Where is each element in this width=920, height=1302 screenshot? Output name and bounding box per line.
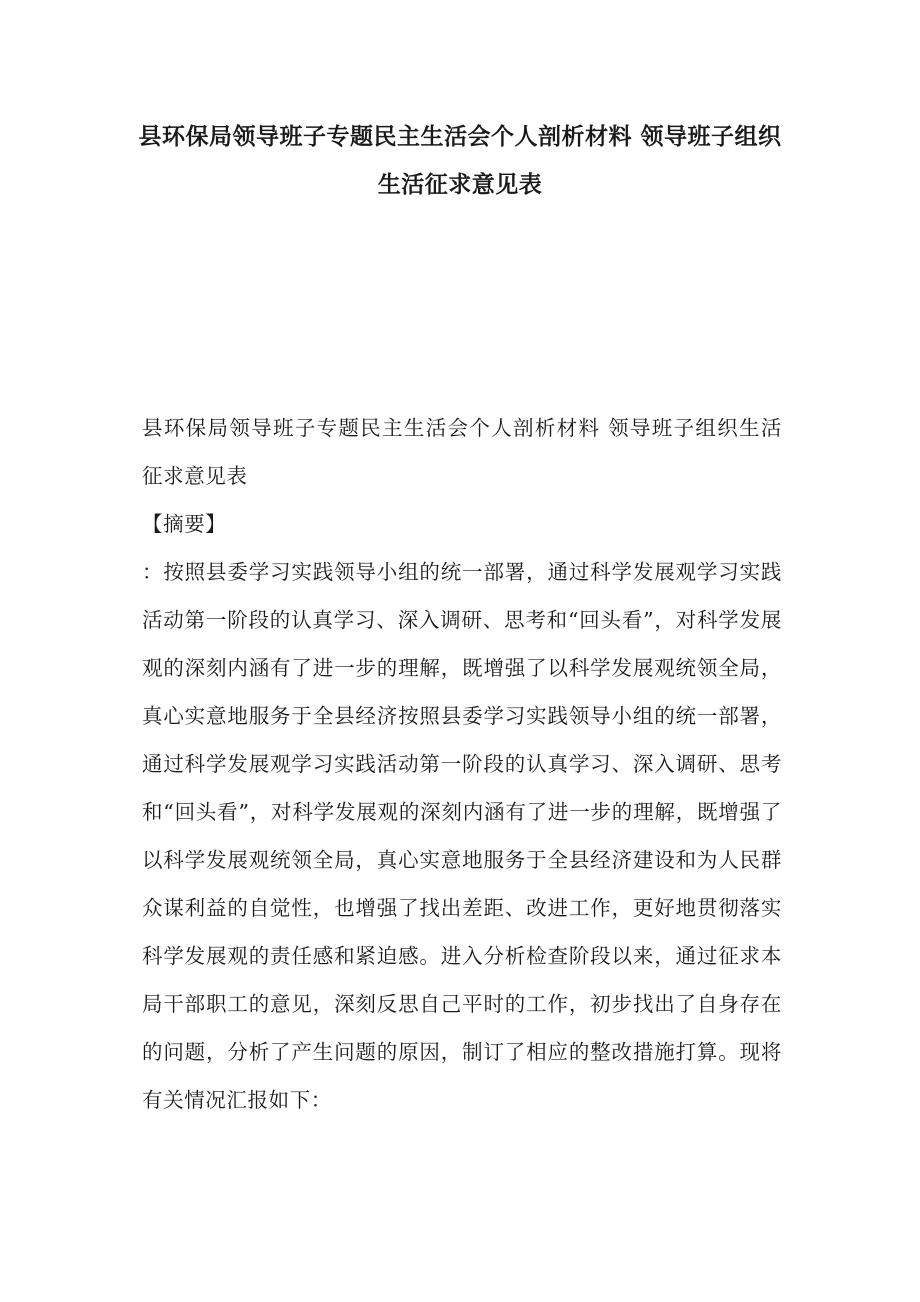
document-title: 县环保局领导班子专题民主生活会个人剖析材料 领导班子组织生活征求意见表 (138, 124, 782, 198)
document-body (142, 404, 782, 1124)
abstract-heading: 【摘要】 (142, 512, 227, 536)
abstract-paragraph: ：按照县委学习实践领导小组的统一部署，通过科学发展观学习实践活动第一阶段的认真学习、深入调研、思考和“回头看”，对科学发展观的深刻内涵有了进一步的理解，既增强了以科学发展观统领全局，真心实意地服务于全县经济按照县委学习实践领导小组的统一部署，通过科学发展观学习实践活动第一阶段的认真学习、深入调研、思考和“回头看”，对科学发展观的深刻内涵有了进一步的理解，既增强了以科学发展观统领全局，真心实意地服务于全县经济建设和为人民群众谋利益的自觉性，也增强了找出差距、改进工作，更好地贯彻落实科学发展观的责任感和紧迫感。进入分析检查阶段以来，通过征求本局干部职工的意见，深刻反思自己平时的工作，初步找出了自身存在的问题，分析了产生问题的原因，制订了相应的整改措施打算。现将有关情况汇报如下： (142, 560, 782, 1112)
document-subtitle: 县环保局领导班子专题民主生活会个人剖析材料 领导班子组织生活征求意见表 (142, 416, 782, 488)
